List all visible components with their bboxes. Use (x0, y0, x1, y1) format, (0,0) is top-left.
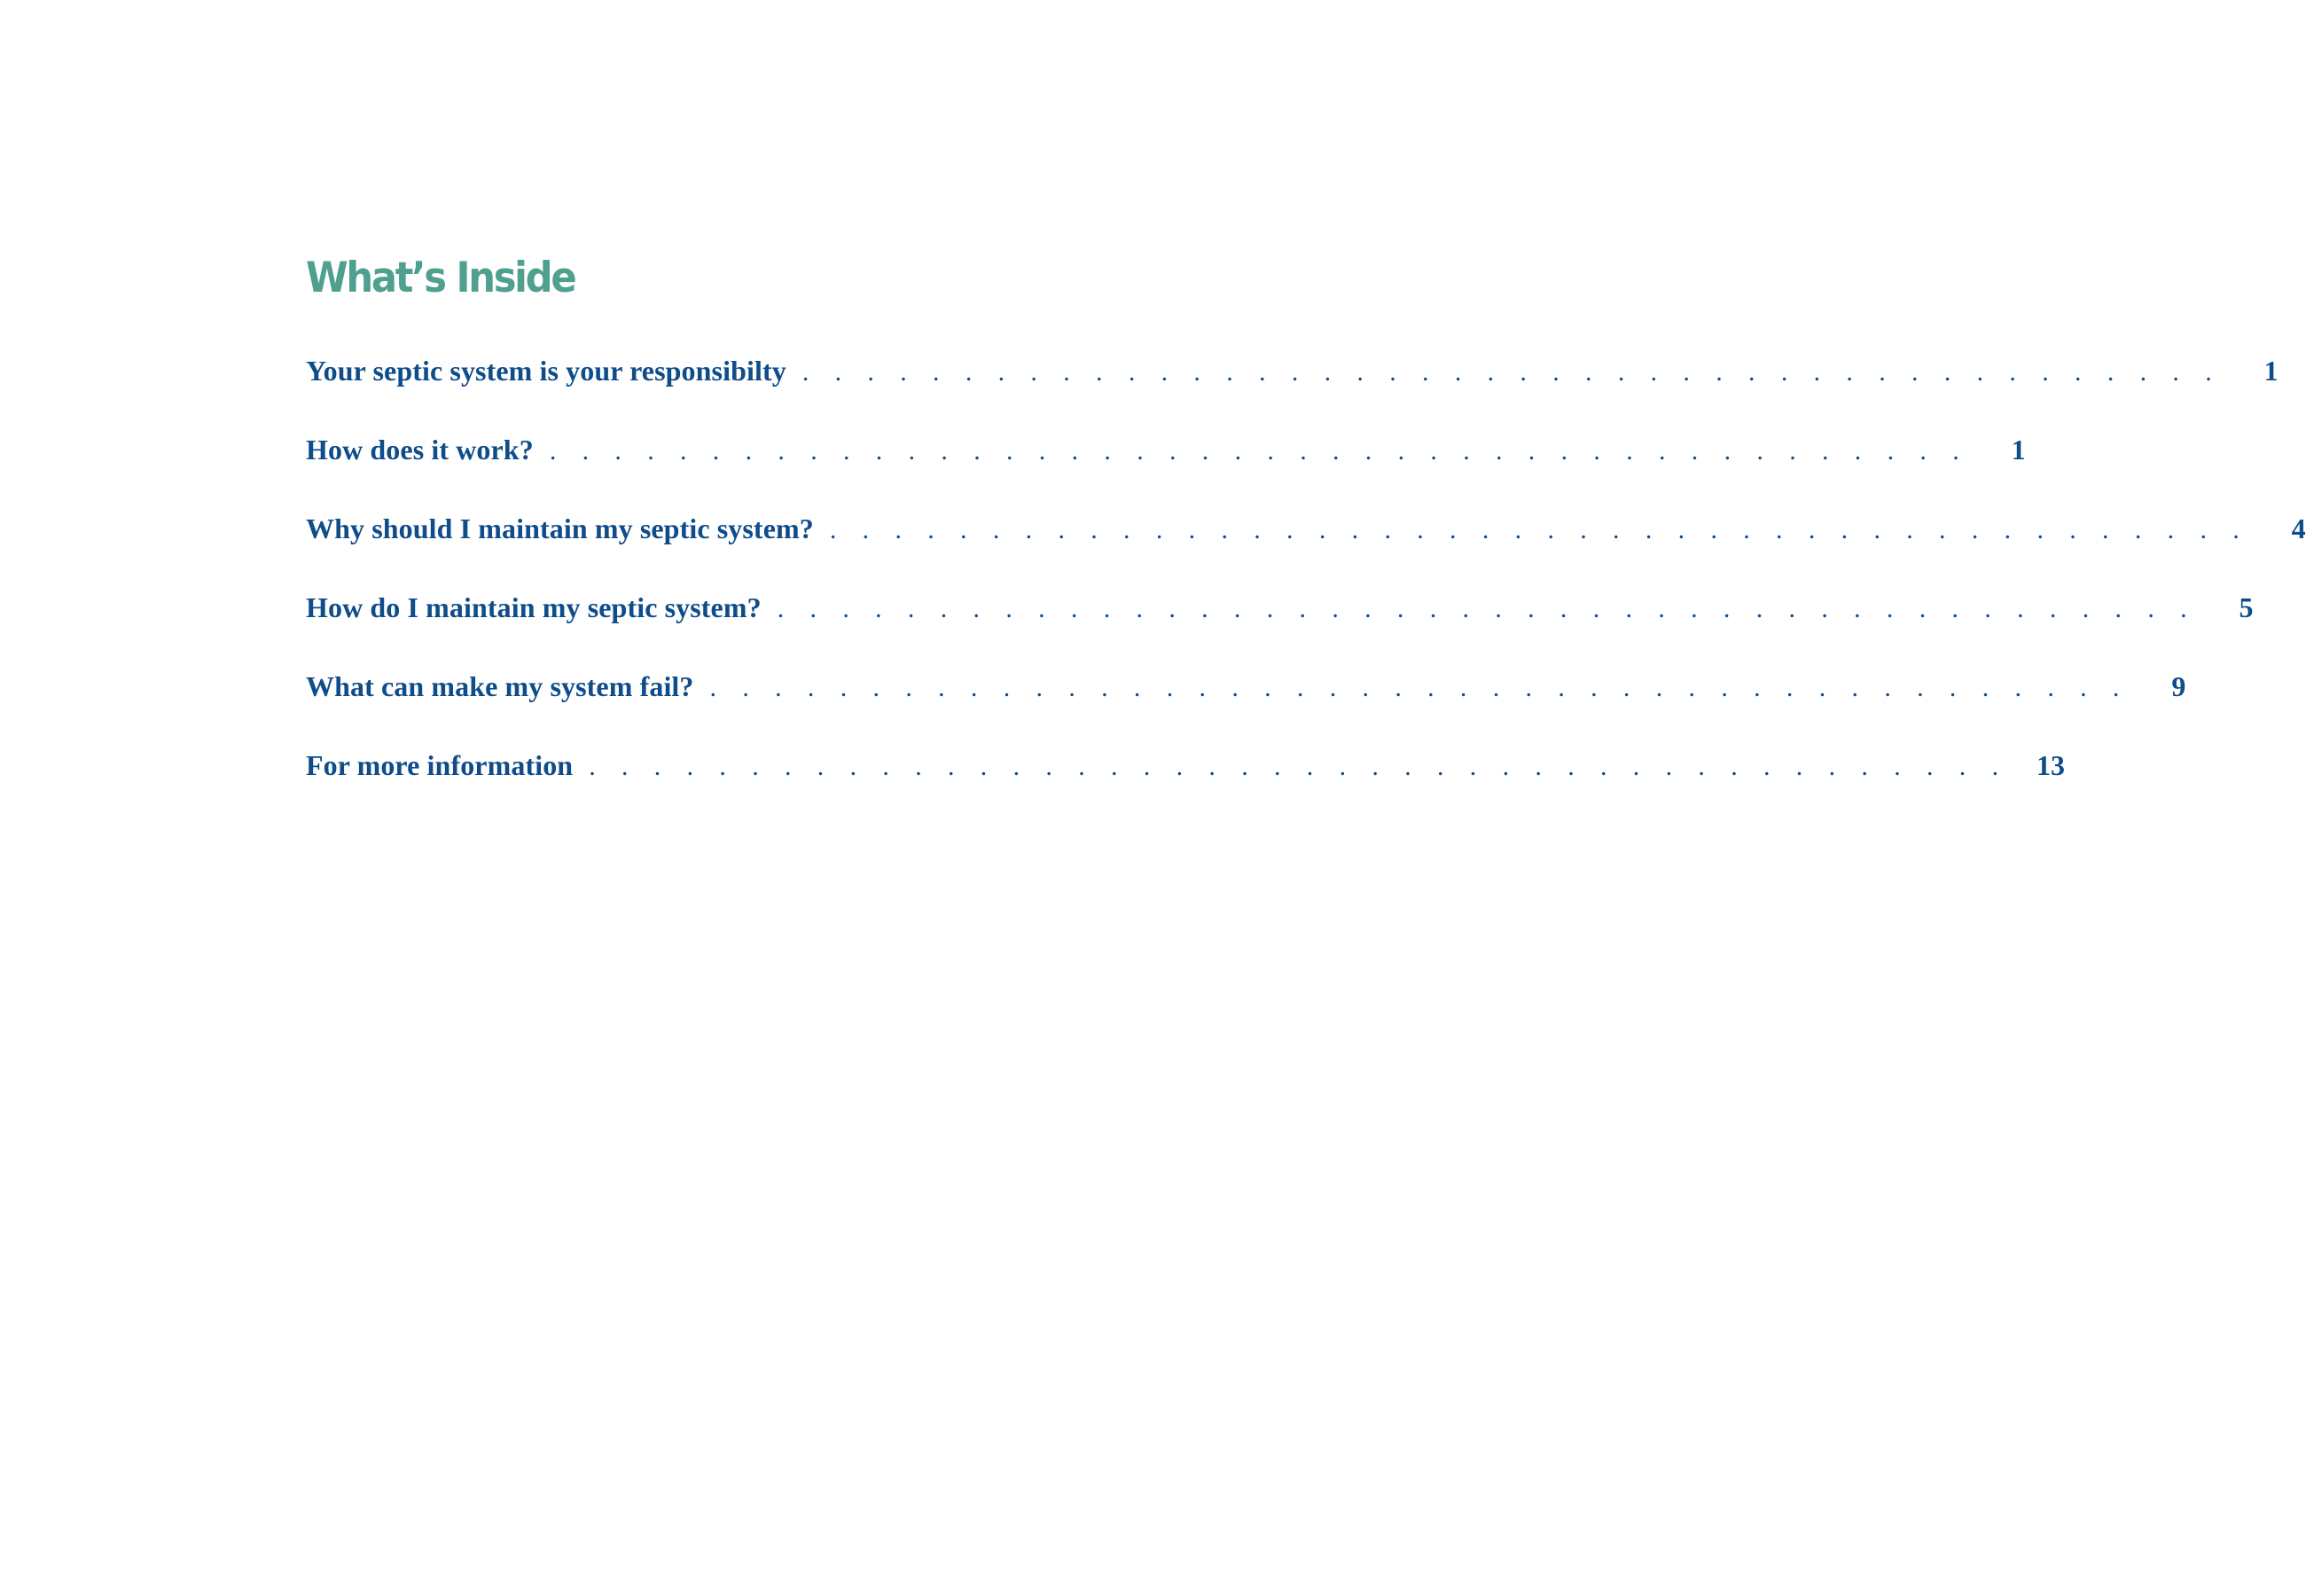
toc-entry-title: Why should I maintain my septic system? (306, 512, 814, 544)
toc-entry[interactable] (306, 591, 2254, 670)
toc-page-number: 1 (2263, 355, 2279, 387)
toc-leader-dots: . . . . . . . . . . . . . . . . . . . . . . . . . . . . . . . . . . . . . . . . . . . . (801, 357, 2222, 387)
toc-entry[interactable] (306, 512, 2306, 591)
toc-entry[interactable] (306, 670, 2186, 749)
toc-entry-title: Your septic system is your responsibilty (306, 355, 786, 387)
toc-leader-dots: . . . . . . . . . . . . . . . . . . . . . . . . . . . . . . . . . . . . . . . . . . . . (589, 752, 2009, 781)
table-of-contents (306, 355, 2306, 820)
toc-entry[interactable] (306, 355, 2279, 434)
toc-leader-dots: . . . . . . . . . . . . . . . . . . . . . . . . . . . . . . . . . . . . . . . . . . . . (709, 673, 2130, 702)
toc-entry-title: How does it work? (306, 434, 534, 466)
toc-entry-title: How do I maintain my septic system? (306, 591, 762, 623)
toc-leader-dots: . . . . . . . . . . . . . . . . . . . . . . . . . . . . . . . . . . . . . . . . . . . . (777, 594, 2197, 623)
toc-page-number: 13 (2036, 749, 2066, 781)
toc-leader-dots: . . . . . . . . . . . . . . . . . . . . . . . . . . . . . . . . . . . . . . . . . . . . (829, 515, 2249, 544)
toc-page-number: 4 (2291, 512, 2306, 544)
toc-page-number: 1 (2011, 434, 2026, 466)
toc-page-number: 5 (2239, 591, 2254, 623)
toc-entry[interactable] (306, 434, 2026, 512)
toc-page-number: 9 (2171, 670, 2186, 702)
toc-entry[interactable] (306, 749, 2066, 820)
toc-entry-title: What can make my system fail? (306, 670, 694, 702)
toc-leader-dots: . . . . . . . . . . . . . . . . . . . . . . . . . . . . . . . . . . . . . . . . . . . . (549, 436, 1969, 466)
toc-entry-title: For more information (306, 749, 574, 781)
page-title: What’s Inside (306, 254, 575, 302)
